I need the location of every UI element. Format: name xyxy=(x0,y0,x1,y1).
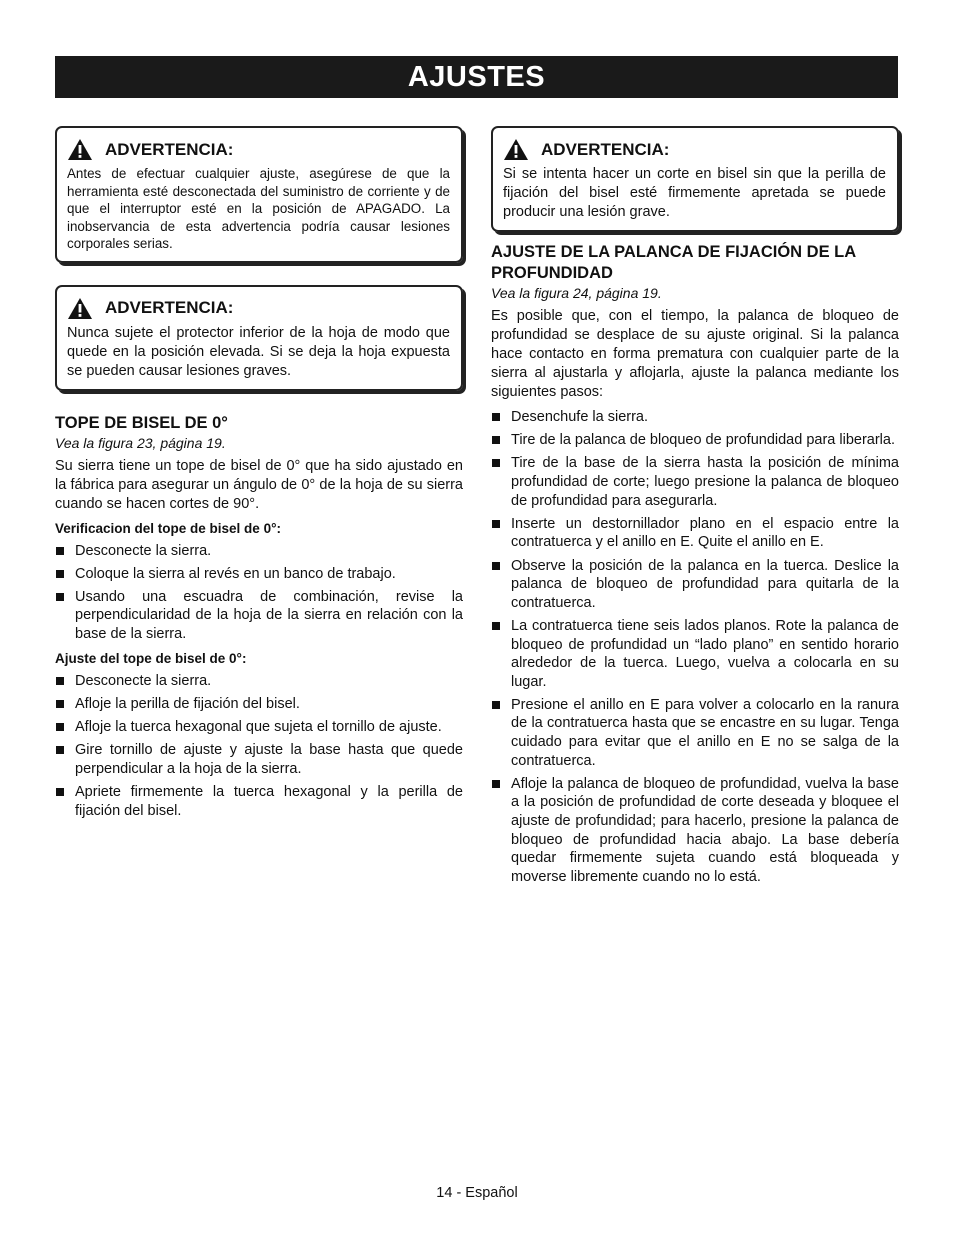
list-item: Tire de la base de la sierra hasta la posición de mínima profundidad de corte; luego presione la palanca de bloqueo de profundidad para asegurarla. xyxy=(491,454,899,510)
list-item: Desenchufe la sierra. xyxy=(491,408,899,427)
warning-header xyxy=(67,297,450,320)
list-item: Observe la posición de la palanca en la tuerca. Deslice la palanca de bloqueo de profundidad para quitarla de la contratuerca. xyxy=(491,557,899,613)
depth-lever-steps-list xyxy=(491,408,899,886)
warning-triangle-icon xyxy=(503,138,529,161)
list-item: Coloque la sierra al revés en un banco de trabajo. xyxy=(55,565,463,584)
list-item: Afloje la tuerca hexagonal que sujeta el tornillo de ajuste. xyxy=(55,718,463,737)
subheading-check: Verificacion del tope de bisel de 0°: xyxy=(55,520,281,536)
bullet-square-icon xyxy=(56,700,64,708)
page-title: AJUSTES xyxy=(55,56,898,98)
bullet-square-icon xyxy=(56,746,64,754)
subheading-adjust: Ajuste del tope de bisel de 0°: xyxy=(55,650,247,666)
left-column xyxy=(55,126,463,826)
bullet-square-icon xyxy=(56,570,64,578)
list-item: Afloje la palanca de bloqueo de profundidad, vuelva la base a la posición de profundidad de corte deseada y bloquee el ajuste de profundidad; para hacerlo, presione la palanca de bloqueo de profundidad hacia abajo. La base debería quedar firmemente sujeta cuando está bloqueada y moverse libremente cuando no lo está. xyxy=(491,775,899,887)
bullet-square-icon xyxy=(492,562,500,570)
bullet-square-icon xyxy=(56,677,64,685)
bullet-square-icon xyxy=(492,459,500,467)
bullet-square-icon xyxy=(56,593,64,601)
warning-header xyxy=(67,138,450,161)
warning-triangle-icon xyxy=(67,138,93,161)
bullet-square-icon xyxy=(492,780,500,788)
list-item: Apriete firmemente la tuerca hexagonal y la perilla de fijación del bisel. xyxy=(55,783,463,820)
list-item: Tire de la palanca de bloqueo de profundidad para liberarla. xyxy=(491,431,899,450)
adjust-steps-list xyxy=(55,672,463,821)
warning-text: Nunca sujete el protector inferior de la hoja de modo que quede en la posición elevada. Si se deja la hoja expuesta se pueden causar lesiones graves. xyxy=(67,324,450,379)
bullet-square-icon xyxy=(56,788,64,796)
warning-text: Antes de efectuar cualquier ajuste, asegúrese de que la herramienta esté desconectada del suministro de corriente y de que el interruptor esté en la posición de APAGADO. La inobservancia de esta advertencia podría causar lesiones corporales serias. xyxy=(67,166,450,251)
check-steps-list xyxy=(55,542,463,644)
bullet-square-icon xyxy=(492,701,500,709)
warning-triangle-icon xyxy=(67,297,93,320)
figure-reference: Vea la figura 24, página 19. xyxy=(491,285,662,301)
section-intro: Es posible que, con el tiempo, la palanca de bloqueo de profundidad se desplace de su ajuste original. Si la palanca hace contacto en forma prematura con cualquier parte de la sierra al ajustarla y aflojarla, ajuste la palanca mediante los siguientes pasos: xyxy=(491,308,899,400)
list-item: La contratuerca tiene seis lados planos. Rote la palanca de bloqueo de profundidad un “lado plano” en sentido horario alrededor de la tuerca. Luego, vuelva a colocarla en su lugar. xyxy=(491,617,899,691)
warning-label: ADVERTENCIA: xyxy=(541,139,670,159)
right-column xyxy=(491,126,899,892)
bullet-square-icon xyxy=(492,622,500,630)
list-item: Desconecte la sierra. xyxy=(55,672,463,691)
warning-box-disconnect xyxy=(55,126,463,263)
warning-box-guard xyxy=(55,285,463,391)
list-item: Desconecte la sierra. xyxy=(55,542,463,561)
warning-label: ADVERTENCIA: xyxy=(105,139,234,159)
list-item: Gire tornillo de ajuste y ajuste la base hasta que quede perpendicular a la hoja de la sierra. xyxy=(55,741,463,778)
bullet-square-icon xyxy=(56,547,64,555)
bullet-square-icon xyxy=(492,436,500,444)
list-item: Usando una escuadra de combinación, revise la perpendicularidad de la hoja de la sierra en relación con la base de la sierra. xyxy=(55,588,463,644)
list-item: Presione el anillo en E para volver a colocarlo en la ranura de la contratuerca hasta que se encastre en su lugar. Tenga cuidado para evitar que el anillo en E no se salga de la contratuerca. xyxy=(491,696,899,770)
figure-reference: Vea la figura 23, página 19. xyxy=(55,434,226,451)
section-title-bevel-stop: TOPE DE BISEL DE 0° xyxy=(55,413,228,432)
warning-header xyxy=(503,138,886,161)
warning-label: ADVERTENCIA: xyxy=(105,298,234,317)
bullet-square-icon xyxy=(56,723,64,731)
bullet-square-icon xyxy=(492,520,500,528)
list-item: Inserte un destornillador plano en el espacio entre la contratuerca y el anillo en E. Quite el anillo en E. xyxy=(491,515,899,552)
section-intro: Su sierra tiene un tope de bisel de 0° que ha sido ajustado en la fábrica para asegurar un ángulo de 0° de la hoja de su sierra cuando se hacen cortes de 90°. xyxy=(55,457,463,512)
warning-box-bevel xyxy=(491,126,899,232)
page-number: 14 - Español xyxy=(436,1185,518,1201)
warning-text: Si se intenta hacer un corte en bisel sin que la perilla de fijación del bisel esté firmemente apretada se puede producir una lesión grave. xyxy=(503,166,886,220)
section-title-depth-lever: AJUSTE DE LA PALANCA DE FIJACIÓN DE LA PROFUNDIDAD xyxy=(491,243,856,282)
bullet-square-icon xyxy=(492,413,500,421)
list-item: Afloje la perilla de fijación del bisel. xyxy=(55,695,463,714)
